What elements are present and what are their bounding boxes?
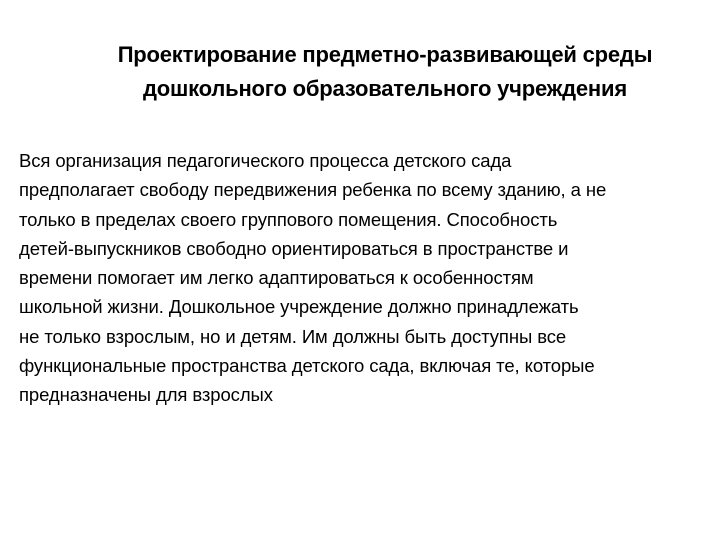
slide-title-line-2: дошкольного образовательного учреждения [143,76,627,101]
body-line-1: Вся организация педагогического процесса детского сада [19,150,512,171]
body-line-5: времени помогает им легко адаптироваться к особенностям [19,267,534,289]
slide-body-text [19,146,715,410]
body-line-4: детей-выпускников свободно ориентироваться в пространстве и [19,237,569,259]
body-line-9: предназначены для взрослых [19,384,273,406]
body-line-6: школьной жизни. Дошкольное учреждение должно принадлежать [19,296,579,318]
body-line-3: только в пределах своего группового помещения. Способность [19,208,558,230]
slide-title [60,38,710,106]
body-line-2: предполагает свободу передвижения ребенка по всему зданию, а не [19,179,607,201]
body-line-8: функциональные пространства детского сада, включая те, которые [19,355,595,377]
body-line-7: не только взрослым, но и детям. Им должны быть доступны все [19,325,567,347]
slide-title-line-1: Проектирование предметно-развивающей среды [117,42,653,67]
